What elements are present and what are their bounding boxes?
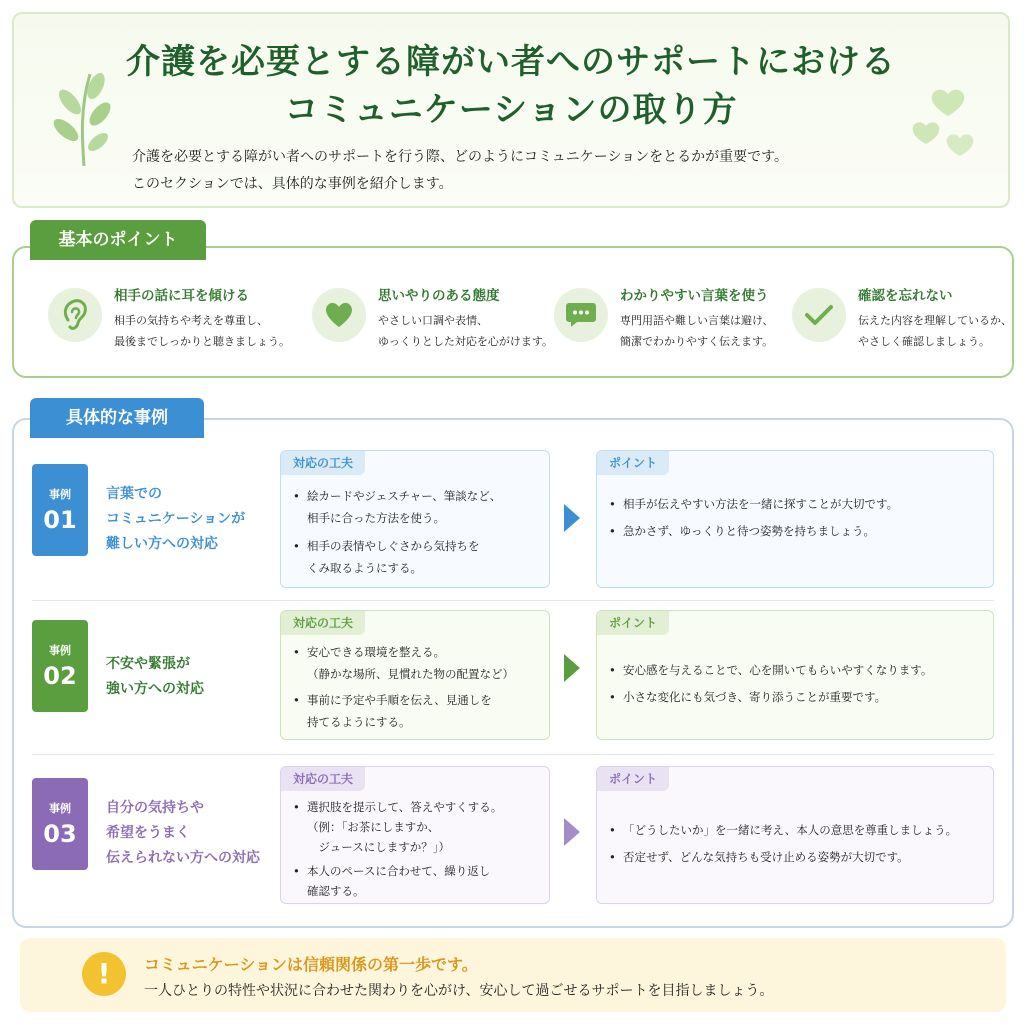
header-panel bbox=[12, 12, 1010, 208]
arrow-right-icon bbox=[564, 654, 580, 682]
basic-points-panel bbox=[12, 246, 1014, 378]
approach-label: 対応の工夫 bbox=[281, 611, 365, 635]
approach-list bbox=[293, 797, 541, 901]
approach-card bbox=[280, 766, 550, 904]
point-desc bbox=[620, 310, 774, 352]
case-title-line1: 自分の気持ちや bbox=[106, 800, 204, 816]
case-badge bbox=[32, 778, 88, 870]
point-label: ポイント bbox=[597, 451, 669, 475]
intro-text bbox=[132, 144, 952, 198]
case-title bbox=[106, 482, 245, 557]
point-item-clear-words bbox=[554, 284, 794, 354]
footer-text: 一人ひとりの特性や状況に合わせた関わりを心がけ、安心して過ごせるサポートを目指しましょう。 bbox=[144, 983, 774, 999]
point-desc-line1: 相手の気持ちや考えを尊重し、 bbox=[114, 314, 268, 327]
point-desc bbox=[114, 310, 290, 352]
case-divider bbox=[32, 754, 994, 755]
footer-note bbox=[20, 938, 1006, 1012]
examples-tab: 具体的な事例 bbox=[30, 398, 204, 438]
arrow-right-icon bbox=[564, 504, 580, 532]
point-label: ポイント bbox=[597, 611, 669, 635]
case-02 bbox=[14, 610, 1014, 760]
point-desc-line2: ゆっくりとした対応を心がけます。 bbox=[378, 335, 554, 348]
approach-list bbox=[293, 485, 541, 579]
approach-item: • 事前に予定や手順を伝え、見通しを 持てるようにする。 bbox=[293, 689, 541, 733]
point-item: • 否定せず、どんな気持ちも受け止める姿勢が大切です。 bbox=[609, 846, 985, 868]
case-number: 03 bbox=[43, 820, 77, 848]
point-title: わかりやすい言葉を使う bbox=[620, 288, 769, 304]
basic-points-tab: 基本のポイント bbox=[30, 220, 206, 260]
point-card bbox=[596, 766, 994, 904]
point-item-listen bbox=[48, 284, 288, 354]
case-title-line1: 不安や緊張が bbox=[106, 656, 190, 672]
approach-label: 対応の工夫 bbox=[281, 451, 365, 475]
approach-item: • 選択肢を提示して、答えやすくする。 （例：「お茶にしますか、 ジュースにしますか？」） bbox=[293, 797, 541, 857]
point-desc-line2: やさしく確認しましょう。 bbox=[858, 335, 990, 348]
case-03 bbox=[14, 766, 1014, 916]
point-title: 相手の話に耳を傾ける bbox=[114, 288, 249, 304]
point-item-kindness bbox=[312, 284, 552, 354]
point-item: • 相手が伝えやすい方法を一緒に探すことが大切です。 bbox=[609, 493, 985, 515]
case-badge-label: 事例 bbox=[49, 802, 71, 815]
case-badge-label: 事例 bbox=[49, 644, 71, 657]
case-title-line3: 伝えられない方への対応 bbox=[106, 850, 260, 866]
examples-panel bbox=[12, 418, 1014, 928]
point-item: • 急かさず、ゆっくりと待つ姿勢を持ちましょう。 bbox=[609, 520, 985, 542]
ear-icon bbox=[48, 288, 102, 342]
approach-label: 対応の工夫 bbox=[281, 767, 365, 791]
point-title: 思いやりのある態度 bbox=[378, 288, 500, 304]
point-desc bbox=[858, 310, 1012, 352]
page-title-line2: コミュニケーションの取り方 bbox=[284, 90, 738, 130]
case-title-line2: 希望をうまく bbox=[106, 825, 190, 841]
footer-title: コミュニケーションは信頼関係の第一歩です。 bbox=[144, 955, 478, 974]
arrow-right-icon bbox=[564, 818, 580, 846]
point-label: ポイント bbox=[597, 767, 669, 791]
case-title-line2: コミュニケーションが bbox=[106, 511, 246, 527]
point-desc bbox=[378, 310, 553, 352]
point-desc-line2: 簡潔でわかりやすく伝えます。 bbox=[620, 335, 774, 348]
case-number: 01 bbox=[43, 506, 77, 534]
case-badge bbox=[32, 464, 88, 556]
case-title bbox=[106, 796, 260, 871]
case-title-line1: 言葉での bbox=[106, 486, 162, 502]
point-item: • 安心感を与えることで、心を開いてもらいやすくなります。 bbox=[609, 659, 985, 681]
point-item-confirm bbox=[792, 284, 1024, 354]
case-badge bbox=[32, 620, 88, 712]
point-title: 確認を忘れない bbox=[858, 288, 953, 304]
intro-line1: 介護を必要とする障がい者へのサポートを行う際、どのようにコミュニケーションをとるかが重要です。 bbox=[132, 149, 789, 165]
approach-item: • 絵カードやジェスチャー、筆談など、 相手に合った方法を使う。 bbox=[293, 485, 541, 529]
case-badge-label: 事例 bbox=[49, 488, 71, 501]
point-card bbox=[596, 450, 994, 588]
case-number: 02 bbox=[43, 662, 77, 690]
point-list bbox=[609, 493, 985, 542]
case-divider bbox=[32, 600, 994, 601]
point-desc-line1: やさしい口調や表情、 bbox=[378, 314, 488, 327]
approach-item: • 安心できる環境を整える。 （静かな場所、見慣れた物の配置など） bbox=[293, 641, 541, 685]
case-title bbox=[106, 652, 204, 702]
speech-bubble-icon bbox=[554, 288, 608, 342]
point-desc-line1: 伝えた内容を理解しているか、 bbox=[858, 314, 1012, 327]
point-card bbox=[596, 610, 994, 740]
point-list bbox=[609, 819, 985, 868]
heart-icon bbox=[312, 288, 366, 342]
checkmark-icon bbox=[792, 288, 846, 342]
approach-card bbox=[280, 610, 550, 740]
case-title-line3: 難しい方への対応 bbox=[106, 536, 218, 552]
point-list bbox=[609, 659, 985, 708]
intro-line2: このセクションでは、具体的な事例を紹介します。 bbox=[132, 176, 453, 192]
point-item: • 「どうしたいか」を一緒に考え、本人の意思を尊重しましょう。 bbox=[609, 819, 985, 841]
exclamation-icon: ! bbox=[82, 952, 126, 996]
case-01 bbox=[14, 448, 1014, 598]
approach-item: • 相手の表情やしぐさから気持ちを くみ取るようにする。 bbox=[293, 535, 541, 579]
approach-card bbox=[280, 450, 550, 588]
approach-list bbox=[293, 641, 541, 733]
point-item: • 小さな変化にも気づき、寄り添うことが重要です。 bbox=[609, 686, 985, 708]
page-title bbox=[14, 38, 1008, 134]
case-title-line2: 強い方への対応 bbox=[106, 681, 204, 697]
point-desc-line2: 最後までしっかりと聴きましょう。 bbox=[114, 335, 290, 348]
page-title-line1: 介護を必要とする障がい者へのサポートにおける bbox=[126, 42, 896, 82]
point-desc-line1: 専門用語や難しい言葉は避け、 bbox=[620, 314, 774, 327]
approach-item: • 本人のペースに合わせて、繰り返し 確認する。 bbox=[293, 861, 541, 901]
